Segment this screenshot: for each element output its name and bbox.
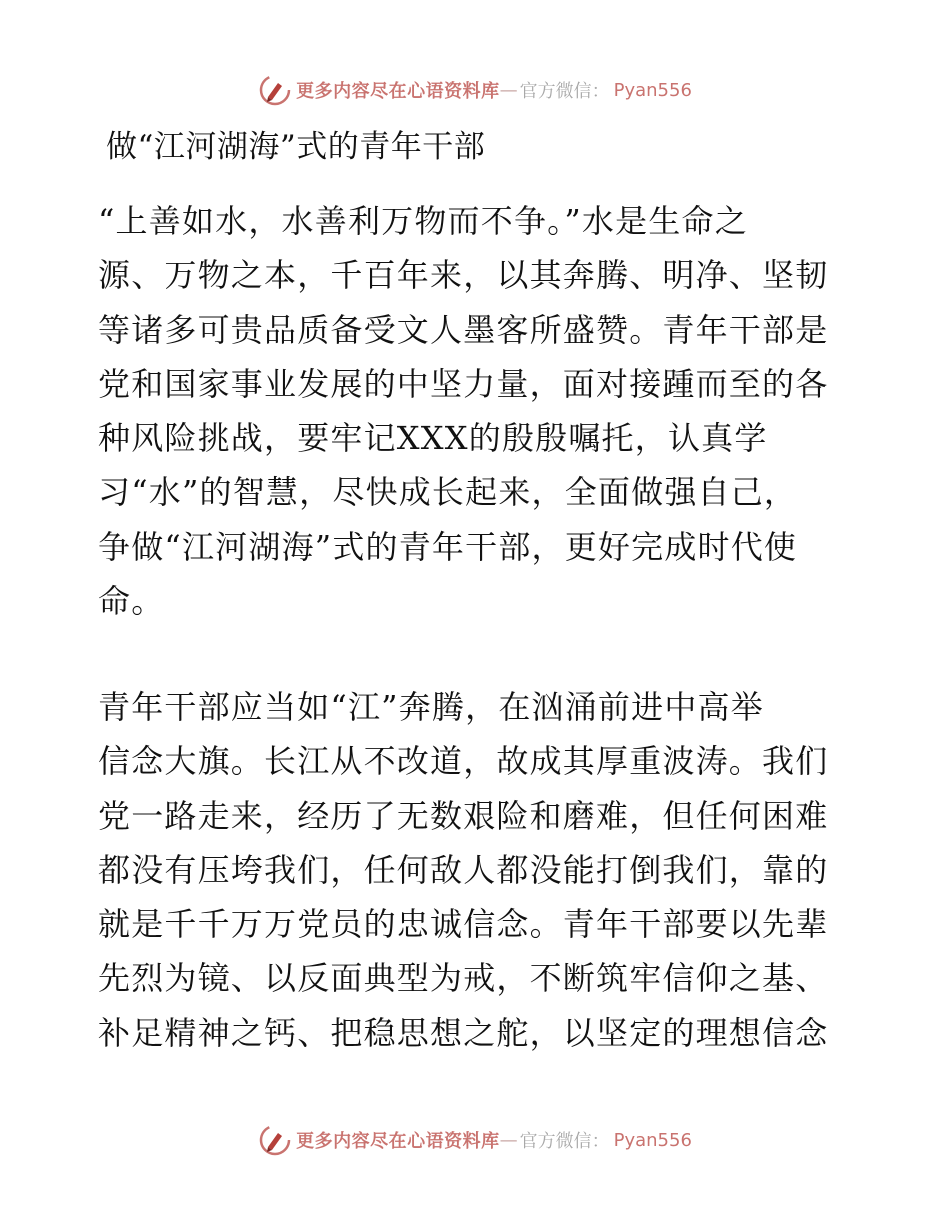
paragraph-line: 都没有压垮我们，任何敌人都没能打倒我们，靠的	[98, 850, 829, 889]
header-watermark	[0, 70, 950, 110]
watermark-brand-text: 更多内容尽在心语资料库	[296, 81, 500, 102]
document-title: 做“江河湖海”式的青年干部	[106, 129, 486, 165]
paragraph-line: 补足精神之钙、把稳思想之舵，以坚定的理想信念	[98, 1013, 829, 1052]
paragraph-line: 种风险挑战，要牢记XXX的殷殷嘱托，认真学	[98, 419, 768, 458]
paragraph-line: 争做“江河湖海”式的青年干部，更好完成时代使	[98, 527, 798, 566]
paragraph-line: 青年干部应当如“江”奔腾，在汹涌前进中高举	[98, 688, 764, 726]
paragraph-line: 信念大旗。长江从不改道，故成其厚重波涛。我们	[98, 742, 829, 781]
paragraph-line: 命。	[98, 582, 165, 621]
watermark-brand-text: 更多内容尽在心语资料库	[296, 1131, 500, 1152]
footer-watermark	[0, 1120, 950, 1160]
watermark-label: 官方微信：	[519, 81, 610, 102]
paragraph-line: 党和国家事业发展的中坚力量，面对接踵而至的各	[98, 364, 829, 403]
paragraph-line: 源、万物之本，千百年来，以其奔腾、明净、坚韧	[98, 256, 829, 295]
paragraph-line: 党一路走来，经历了无数艰险和磨难，但任何困难	[98, 796, 829, 835]
paragraph-line: 就是千千万万党员的忠诚信念。青年干部要以先辈	[98, 905, 829, 944]
paragraph-line: 等诸多可贵品质备受文人墨客所盛赞。青年干部是	[98, 310, 829, 349]
watermark-label: 官方微信：	[519, 1131, 610, 1152]
pen-nib-swirl-logo-icon	[258, 1123, 292, 1157]
watermark-dash: —	[499, 79, 518, 101]
paragraph-1	[98, 194, 848, 628]
pen-nib-swirl-logo-icon	[258, 73, 292, 107]
paragraph-line: 习“水”的智慧，尽快成长起来，全面做强自己，	[98, 473, 798, 512]
paragraph-line: “上善如水，水善利万物而不争。”水是生命之	[98, 202, 748, 240]
watermark-wechat-id: Pyan556	[613, 79, 692, 101]
watermark-wechat-id: Pyan556	[613, 1129, 692, 1151]
paragraph-2	[98, 680, 848, 1060]
watermark-dash: —	[499, 1129, 518, 1151]
paragraph-line: 先烈为镜、以反面典型为戒，不断筑牢信仰之基、	[98, 959, 829, 998]
